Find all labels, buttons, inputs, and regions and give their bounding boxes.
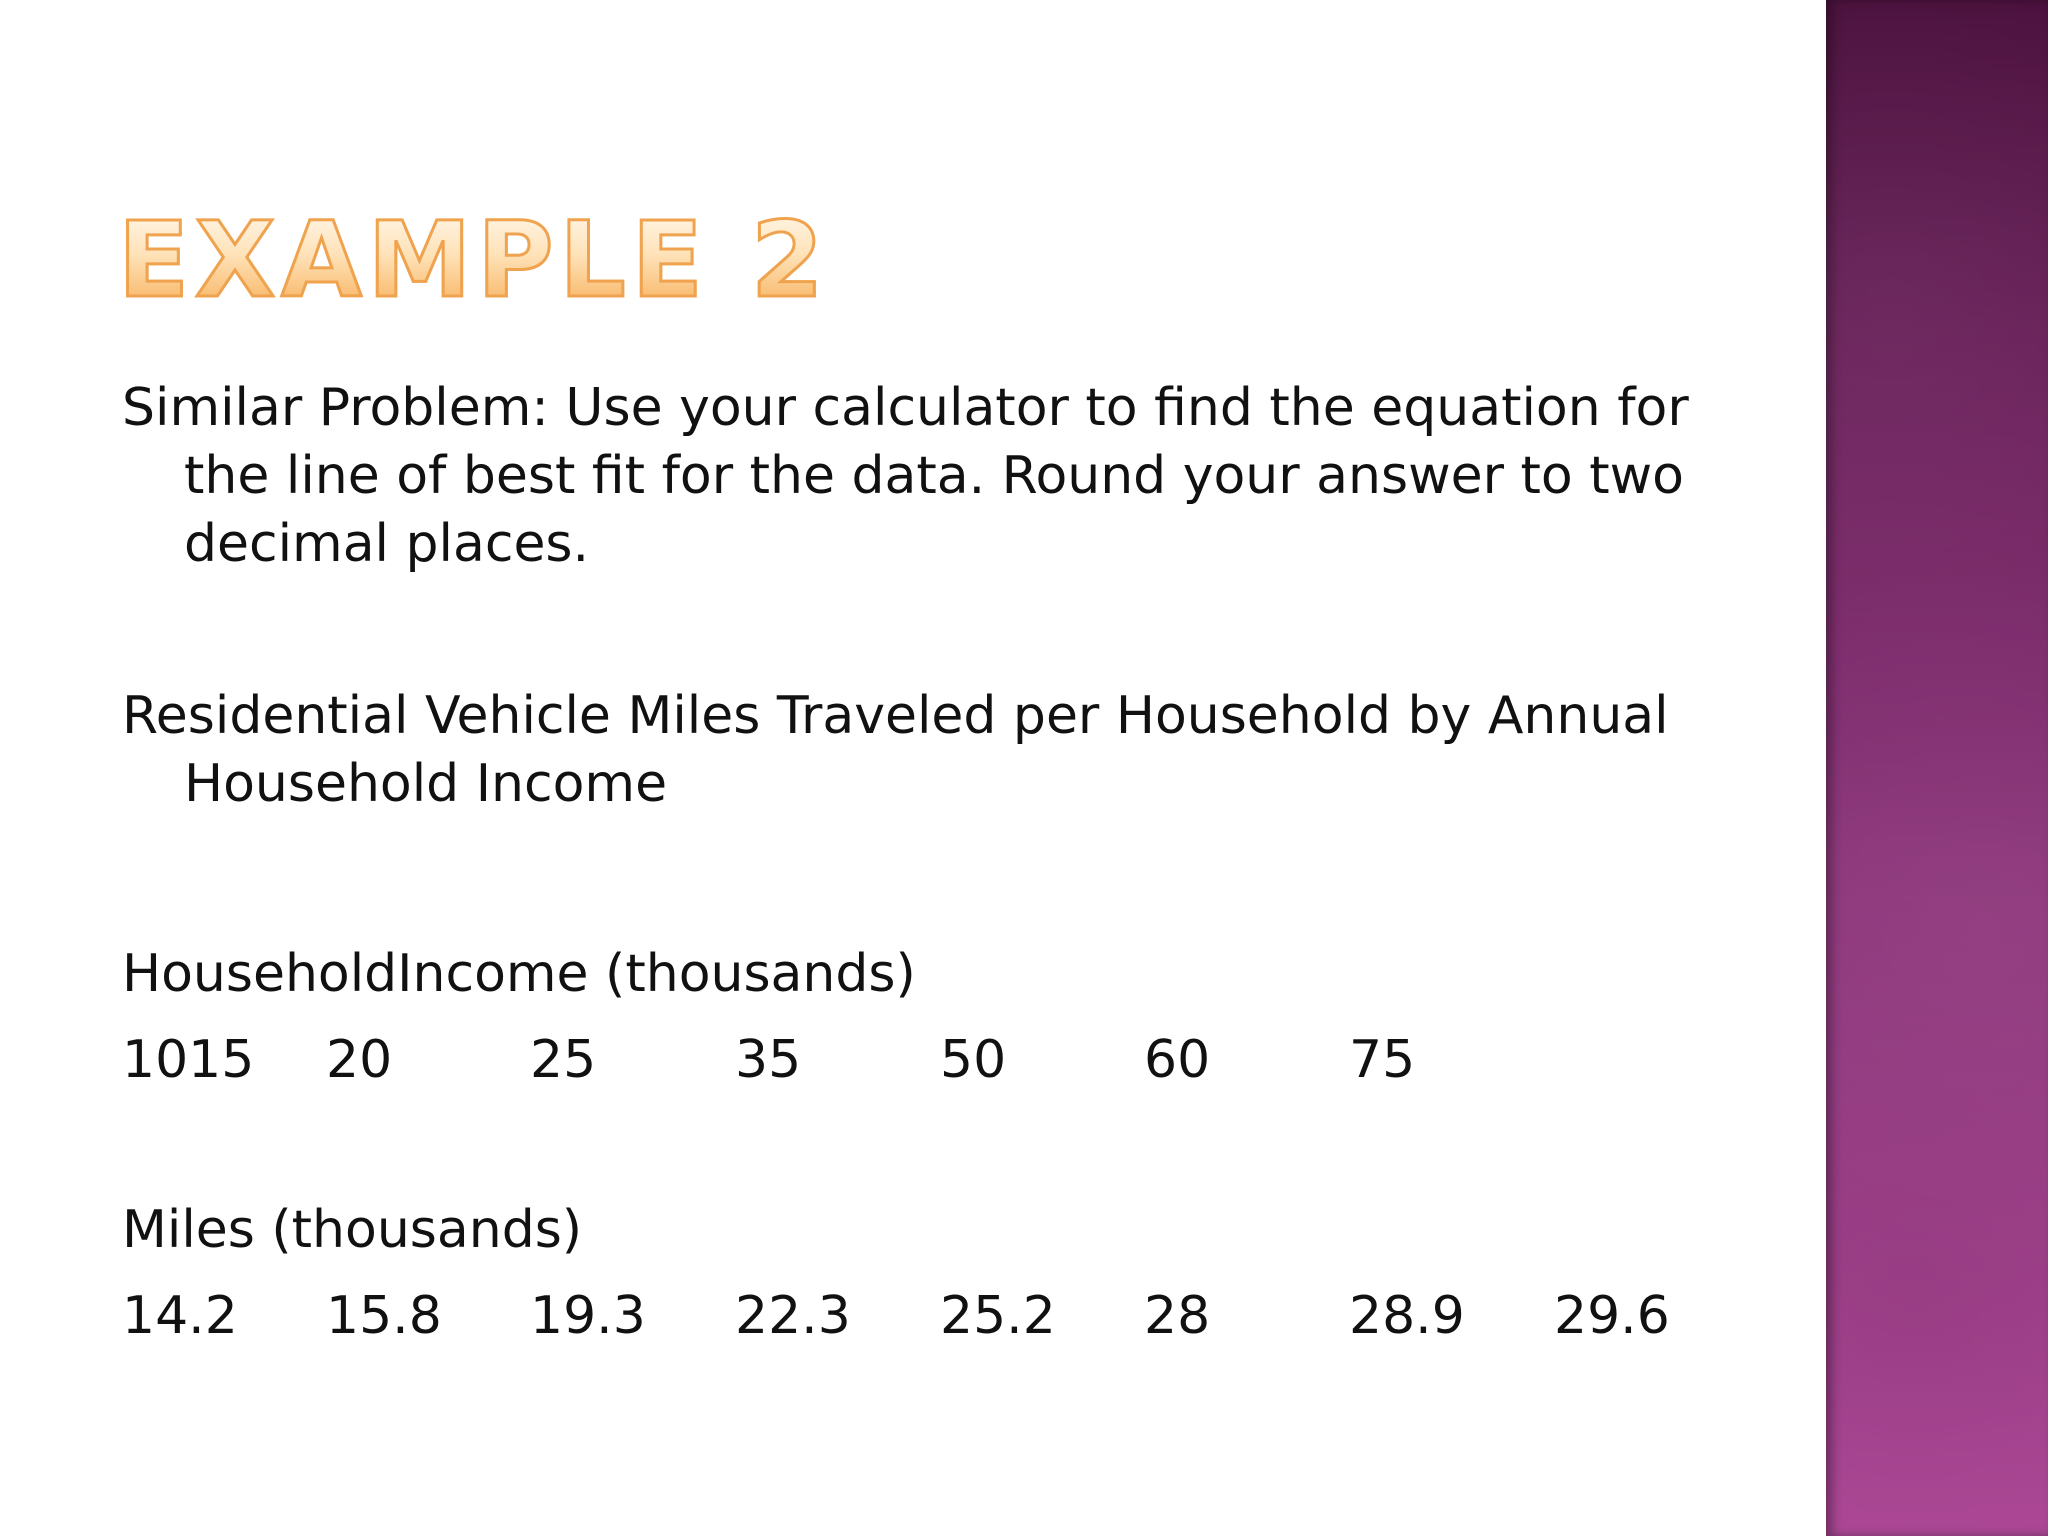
slide-title: EXAMPLE 2 [118,199,830,321]
miles-value: 22.3 [735,1286,851,1346]
income-value: 1015 [122,1030,255,1090]
income-value: 35 [735,1030,802,1090]
income-value: 20 [326,1030,393,1090]
miles-label: Miles (thousands) [122,1200,583,1260]
income-value: 60 [1144,1030,1211,1090]
income-value: 25 [530,1030,597,1090]
problem-text: Similar Problem: Use your calculator to find the equation for the line of best fit for the data. Round your answer to two decimal places. [122,378,1689,574]
miles-value: 28.9 [1349,1286,1465,1346]
income-value: 50 [940,1030,1007,1090]
miles-value: 29.6 [1554,1286,1670,1346]
income-value: 75 [1349,1030,1416,1090]
table-title: Residential Vehicle Miles Traveled per Household by Annual Household Income [122,686,1669,814]
miles-value: 25.2 [940,1286,1056,1346]
miles-value: 19.3 [530,1286,646,1346]
decorative-side-bar [1826,0,2048,1536]
miles-value: 14.2 [122,1286,238,1346]
miles-value: 15.8 [326,1286,442,1346]
miles-value: 28 [1144,1286,1211,1346]
income-label: HouseholdIncome (thousands) [122,944,916,1004]
